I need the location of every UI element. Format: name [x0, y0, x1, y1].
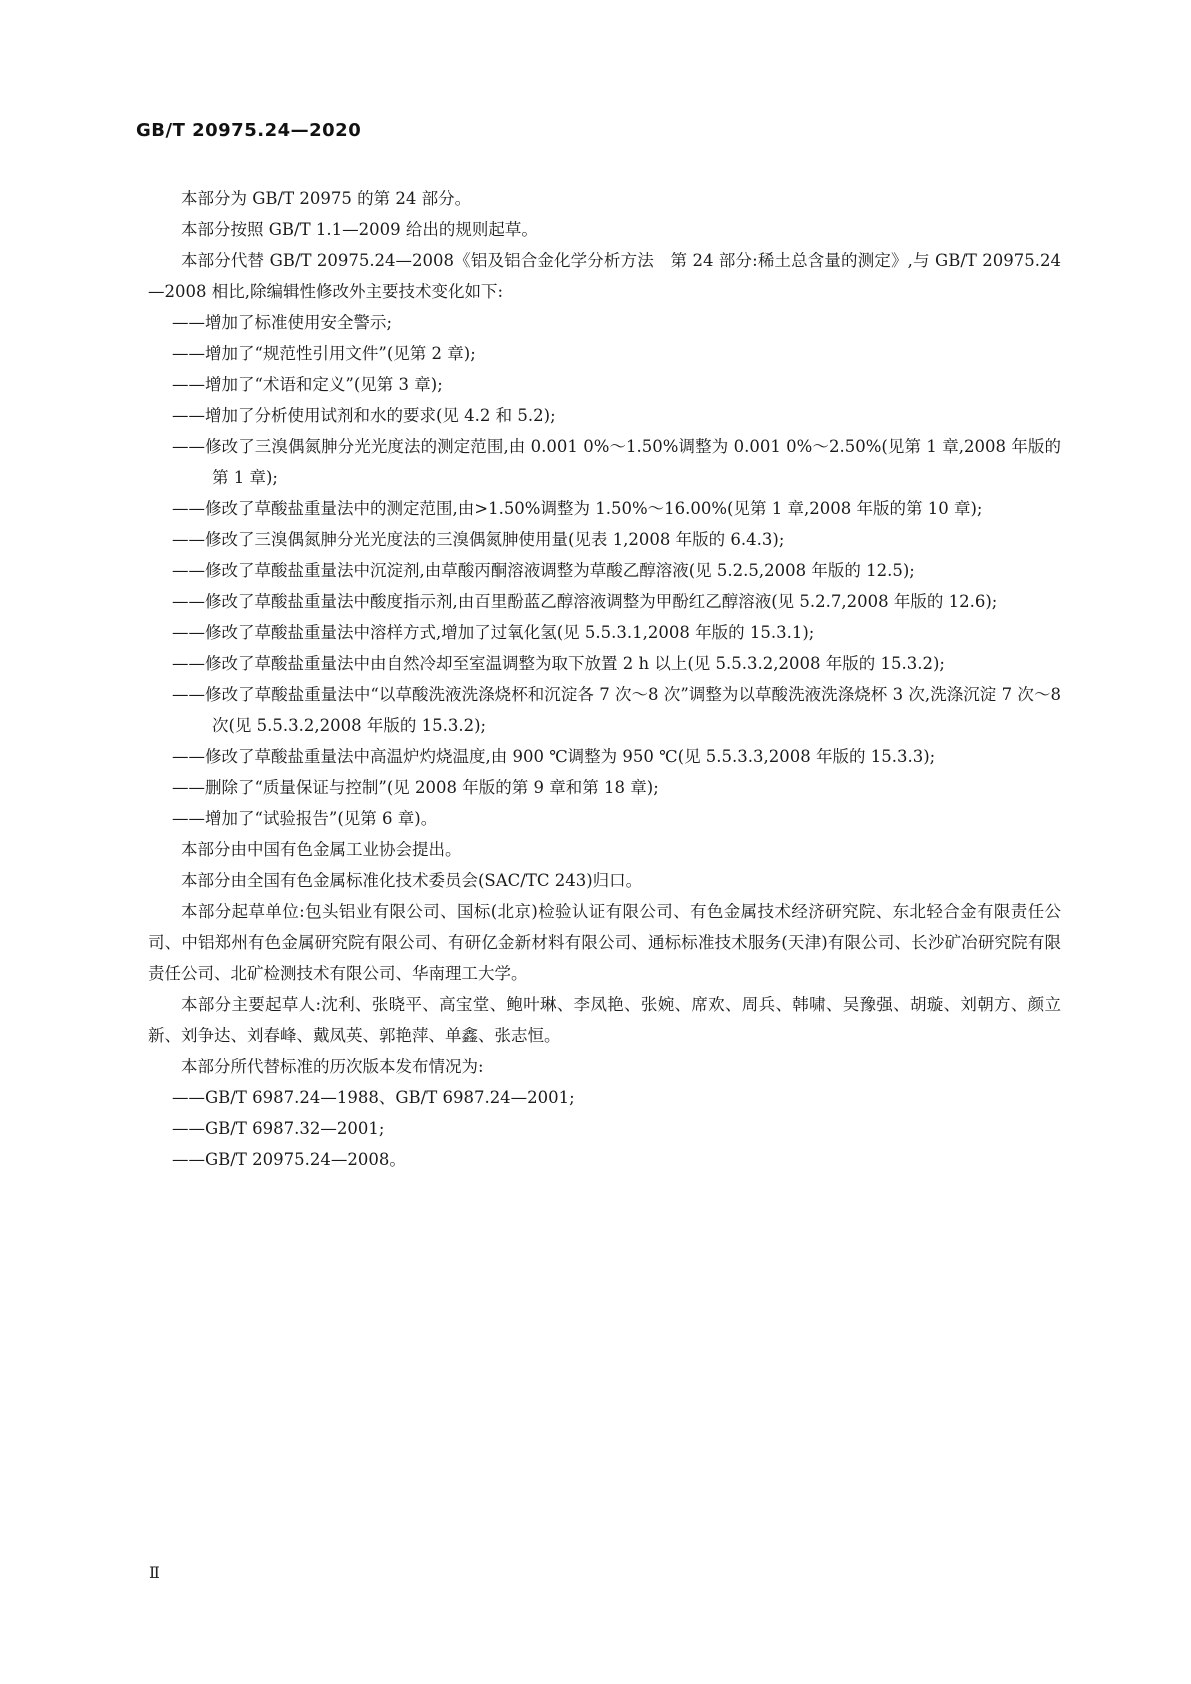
- change-item: ——增加了分析使用试剂和水的要求(见 4.2 和 5.2);: [172, 406, 556, 425]
- intro-paragraph: 本部分为 GB/T 20975 的第 24 部分。: [181, 189, 472, 208]
- change-item: ——修改了草酸盐重量法中“以草酸洗液洗涤烧杯和沉淀各 7 次～8 次”调整为以草酸洗液洗涤烧杯 3 次,洗涤沉淀 7 次～8 次(见 5.5.3.2,2008 年版的 15.3.2);: [172, 685, 1061, 735]
- change-item: ——修改了三溴偶氮胂分光光度法的测定范围,由 0.001 0%～1.50%调整为 0.001 0%～2.50%(见第 1 章,2008 年版的第 1 章);: [172, 437, 1061, 487]
- outro-paragraph: 本部分由全国有色金属标准化技术委员会(SAC/TC 243)归口。: [181, 871, 643, 890]
- change-item: ——删除了“质量保证与控制”(见 2008 年版的第 9 章和第 18 章);: [172, 778, 659, 797]
- history-item: ——GB/T 6987.32—2001;: [172, 1119, 385, 1138]
- outro-paragraph: 本部分由中国有色金属工业协会提出。: [181, 840, 462, 859]
- change-item: ——修改了三溴偶氮胂分光光度法的三溴偶氮胂使用量(见表 1,2008 年版的 6.4.3);: [172, 530, 785, 549]
- intro-paragraph: 本部分按照 GB/T 1.1—2009 给出的规则起草。: [181, 220, 538, 239]
- change-item: ——增加了“规范性引用文件”(见第 2 章);: [172, 344, 476, 363]
- change-item: ——增加了“术语和定义”(见第 3 章);: [172, 375, 443, 394]
- foreword-body: [148, 183, 1061, 1175]
- intro-paragraph: 本部分代替 GB/T 20975.24—2008《铝及铝合金化学分析方法 第 24 部分:稀土总含量的测定》,与 GB/T 20975.24—2008 相比,除编辑性修改外主要技术变化如下:: [148, 251, 1061, 301]
- standard-code-header: GB/T 20975.24—2020: [136, 120, 362, 141]
- history-intro-paragraph: 本部分所代替标准的历次版本发布情况为:: [181, 1057, 484, 1076]
- change-item: ——修改了草酸盐重量法中酸度指示剂,由百里酚蓝乙醇溶液调整为甲酚红乙醇溶液(见 5.2.7,2008 年版的 12.6);: [172, 592, 998, 611]
- change-item: ——修改了草酸盐重量法中的测定范围,由>1.50%调整为 1.50%～16.00%(见第 1 章,2008 年版的第 10 章);: [172, 499, 983, 518]
- change-item: ——修改了草酸盐重量法中沉淀剂,由草酸丙酮溶液调整为草酸乙醇溶液(见 5.2.5,2008 年版的 12.5);: [172, 561, 915, 580]
- change-item: ——修改了草酸盐重量法中由自然冷却至室温调整为取下放置 2 h 以上(见 5.5.3.2,2008 年版的 15.3.2);: [172, 654, 945, 673]
- history-item: ——GB/T 6987.24—1988、GB/T 6987.24—2001;: [172, 1088, 575, 1107]
- change-item: ——增加了“试验报告”(见第 6 章)。: [172, 809, 438, 828]
- change-item: ——修改了草酸盐重量法中高温炉灼烧温度,由 900 ℃调整为 950 ℃(见 5.5.3.3,2008 年版的 15.3.3);: [172, 747, 936, 766]
- drafting-units-paragraph: 本部分起草单位:包头铝业有限公司、国标(北京)检验认证有限公司、有色金属技术经济研究院、东北轻合金有限责任公司、中铝郑州有色金属研究院有限公司、有研亿金新材料有限公司、通标标准技术服务(天津)有限公司、长沙矿冶研究院有限责任公司、北矿检测技术有限公司、华南理工大学。: [148, 902, 1061, 983]
- drafters-paragraph: 本部分主要起草人:沈利、张晓平、高宝堂、鲍叶琳、李凤艳、张婉、席欢、周兵、韩啸、吴豫强、胡璇、刘朝方、颜立新、刘争达、刘春峰、戴凤英、郭艳萍、单鑫、张志恒。: [148, 995, 1061, 1045]
- change-item: ——修改了草酸盐重量法中溶样方式,增加了过氧化氢(见 5.5.3.1,2008 年版的 15.3.1);: [172, 623, 815, 642]
- page-number: Ⅱ: [149, 1563, 160, 1582]
- change-item: ——增加了标准使用安全警示;: [172, 313, 393, 332]
- history-item: ——GB/T 20975.24—2008。: [172, 1150, 406, 1169]
